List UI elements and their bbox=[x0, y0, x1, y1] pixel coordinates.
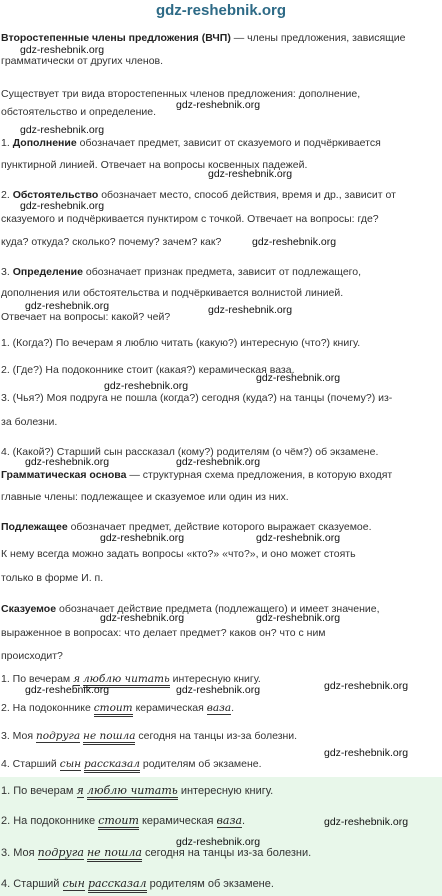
watermark: gdz-reshebnik.org bbox=[20, 124, 105, 136]
kinds-line-2: обстоятельство и определение. bbox=[1, 106, 157, 118]
predicate: рассказал bbox=[88, 877, 147, 893]
watermark: gdz-reshebnik.org bbox=[176, 456, 261, 468]
predicate: не пошла bbox=[87, 846, 142, 862]
answer-2: 2. На подоконнике стоит керамическая ваза. bbox=[1, 814, 438, 828]
watermark: gdz-reshebnik.org bbox=[324, 680, 409, 692]
obst-line-1: 2. Обстоятельство обозначает место, способ действия, время и др., зависит от bbox=[1, 189, 396, 201]
subject: подруга bbox=[37, 846, 84, 859]
podl-line-3: только в форме И. п. bbox=[1, 572, 104, 584]
term-dopolnenie: Дополнение bbox=[12, 137, 77, 149]
term-opredelenie: Определение bbox=[12, 266, 83, 278]
skaz-line-2: выраженное в вопросах: что делает предмет? каков он? что с ним bbox=[1, 627, 326, 639]
subject: я bbox=[76, 784, 84, 797]
predicate: стоит bbox=[98, 814, 139, 830]
intro-def-1: — члены предложения, зависящие bbox=[230, 32, 406, 44]
predicate: рассказал bbox=[84, 758, 140, 773]
gram-line-1: Грамматическая основа — структурная схема предложения, в которую входят bbox=[1, 469, 393, 481]
intro-line-2: грамматически от других членов. bbox=[1, 55, 164, 67]
skaz-line-3: происходит? bbox=[1, 650, 63, 662]
watermark: gdz-reshebnik.org bbox=[25, 300, 110, 312]
answer-4: 4. Старший сын рассказал родителям об экзамене. bbox=[1, 877, 438, 891]
watermark: gdz-reshebnik.org bbox=[25, 684, 110, 696]
obst-line-2: сказуемого и подчёркивается пунктиром с точкой. Отвечает на вопросы: где? bbox=[1, 213, 379, 225]
example-1: 1. (Когда?) По вечерам я люблю читать (какую?) интересную (что?) книгу. bbox=[1, 337, 361, 349]
subject: ваза bbox=[216, 814, 243, 827]
dop-line-1: 1. Дополнение обозначает предмет, зависит от сказуемого и подчёркивается bbox=[1, 137, 381, 149]
subject: сын bbox=[62, 877, 85, 890]
parsed-1: 1. По вечерам я люблю читать интересную книгу. bbox=[1, 673, 438, 686]
watermark: gdz-reshebnik.org bbox=[20, 44, 105, 56]
parsed-4: 4. Старший сын рассказал родителям об экзамене. bbox=[1, 758, 438, 771]
subject: подруга bbox=[35, 730, 81, 742]
watermark: gdz-reshebnik.org bbox=[208, 304, 293, 316]
gram-line-2: главные члены: подлежащее и сказуемое или один из них. bbox=[1, 491, 289, 503]
watermark: gdz-reshebnik.org bbox=[256, 372, 341, 384]
opr-line-1: 3. Определение обозначает признак предмета, зависит от подлежащего, bbox=[1, 266, 362, 278]
watermark: gdz-reshebnik.org bbox=[100, 532, 185, 544]
watermark: gdz-reshebnik.org bbox=[324, 747, 409, 759]
podl-line-2: К нему всегда можно задать вопросы «кто?» «что?», и оно может стоять bbox=[1, 548, 356, 560]
watermark: gdz-reshebnik.org bbox=[25, 456, 110, 468]
term-podlezhashchee: Подлежащее bbox=[1, 521, 68, 533]
watermark: gdz-reshebnik.org bbox=[20, 200, 105, 212]
subject: ваза bbox=[206, 702, 232, 714]
watermark: gdz-reshebnik.org bbox=[176, 684, 261, 696]
term-obstoyatelstvo: Обстоятельство bbox=[12, 189, 99, 201]
watermark: gdz-reshebnik.org bbox=[324, 816, 409, 828]
opr-line-3: Отвечает на вопросы: какой? чей? bbox=[1, 311, 171, 323]
watermark: gdz-reshebnik.org bbox=[256, 612, 341, 624]
watermark: gdz-reshebnik.org bbox=[104, 380, 189, 392]
term-vchp: Второстепенные члены предложения (ВЧП) bbox=[1, 32, 231, 44]
skaz-line-1: Сказуемое обозначает действие предмета (подлежащего) и имеет значение, bbox=[1, 603, 380, 615]
predicate: стоит bbox=[94, 702, 133, 717]
watermark: gdz-reshebnik.org bbox=[252, 236, 337, 248]
watermark: gdz-reshebnik.org bbox=[176, 99, 261, 111]
answer-1: 1. По вечерам я люблю читать интересную книгу. bbox=[1, 784, 438, 798]
watermark: gdz-reshebnik.org bbox=[208, 168, 293, 180]
predicate: люблю читать bbox=[83, 673, 170, 688]
opr-line-2: дополнения или обстоятельства и подчёркивается волнистой линией. bbox=[1, 287, 344, 299]
example-3: 3. (Чья?) Моя подруга не пошла (когда?) сегодня (куда?) на танцы (почему?) из- bbox=[1, 392, 393, 404]
podl-line-1: Подлежащее обозначает предмет, действие которого выражает сказуемое. bbox=[1, 521, 372, 533]
parsed-3: 3. Моя подруга не пошла сегодня на танцы из-за болезни. bbox=[1, 730, 438, 743]
term-gram-osnova: Грамматическая основа bbox=[1, 469, 127, 481]
subject: сын bbox=[59, 758, 82, 770]
answer-3: 3. Моя подруга не пошла сегодня на танцы из-за болезни. bbox=[1, 846, 438, 860]
site-title[interactable]: gdz-reshebnik.org bbox=[155, 2, 286, 19]
obst-line-3: куда? откуда? сколько? почему? зачем? как? bbox=[1, 236, 222, 248]
example-3-cont: за болезни. bbox=[1, 416, 58, 428]
watermark: gdz-reshebnik.org bbox=[256, 532, 341, 544]
watermark: gdz-reshebnik.org bbox=[100, 612, 185, 624]
watermark: gdz-reshebnik.org bbox=[176, 836, 261, 848]
kinds-line-1: Существует три вида второстепенных членов предложения: дополнение, bbox=[1, 88, 361, 100]
example-2: 2. (Где?) На подоконнике стоит (какая?) керамическая ваза. bbox=[1, 364, 295, 376]
predicate: не пошла bbox=[83, 730, 135, 745]
predicate: люблю читать bbox=[87, 784, 178, 800]
dop-line-2: пунктирной линией. Отвечает на вопросы косвенных падежей. bbox=[1, 159, 308, 171]
example-4: 4. (Какой?) Старший сын рассказал (кому?) родителям (о чём?) об экзамене. bbox=[1, 446, 379, 458]
parsed-2: 2. На подоконнике стоит керамическая ваза. bbox=[1, 702, 438, 715]
term-skazuemoe: Сказуемое bbox=[1, 603, 57, 615]
subject: я bbox=[73, 673, 81, 685]
